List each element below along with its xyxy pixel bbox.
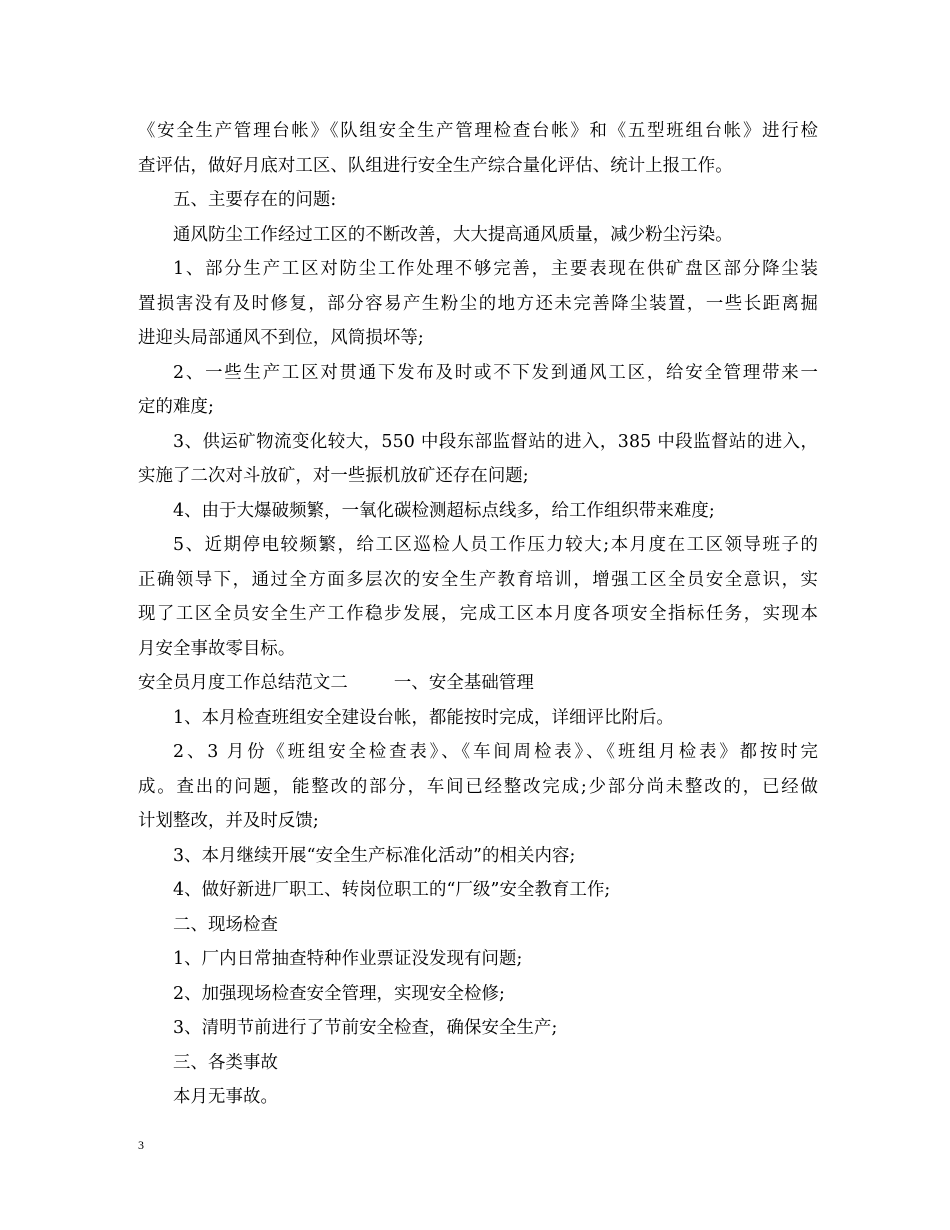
text-line: 1、厂内日常抽查特种作业票证没发现有问题; bbox=[173, 949, 523, 969]
text-line: 计划整改，并及时反馈; bbox=[138, 811, 319, 831]
document-body bbox=[138, 114, 818, 1115]
text-line: 1、本月检查班组安全建设台帐，都能按时完成，详细评比附后。 bbox=[173, 707, 674, 728]
section-title: 安全员月度工作总结范文二 bbox=[138, 673, 348, 693]
text-line: 通风防尘工作经过工区的不断改善，大大提高通风质量，减少粉尘污染。 bbox=[173, 224, 733, 245]
text-line: 3、供运矿物流变化较大，550 中段东部监督站的进入，385 中段监督站的进入， bbox=[173, 431, 818, 452]
text-line: 《安全生产管理台帐》《队组安全生产管理检查台帐》和《五型班组台帐》进行检 bbox=[138, 121, 818, 141]
text-line: 2、一些生产工区对贯通下发布及时或不下发到通风工区，给安全管理带来一 bbox=[173, 362, 818, 383]
section-heading-line bbox=[138, 666, 818, 701]
section-subtitle: 一、安全基础管理 bbox=[393, 673, 534, 693]
text-line: 定的难度; bbox=[138, 397, 214, 417]
text-line: 五、主要存在的问题: bbox=[173, 190, 337, 210]
text-line: 2、加强现场检查安全管理，实现安全检修; bbox=[173, 983, 505, 1004]
text-line: 三、各类事故 bbox=[173, 1052, 278, 1073]
text-line: 查评估，做好月底对工区、队组进行安全生产综合量化评估、统计上报工作。 bbox=[138, 155, 733, 176]
text-line: 3、本月继续开展“安全生产标准化活动”的相关内容; bbox=[173, 845, 576, 866]
page-number: 3 bbox=[138, 1138, 144, 1152]
text-line: 月安全事故零目标。 bbox=[138, 638, 296, 659]
text-line: 1、部分生产工区对防尘工作处理不够完善，主要表现在供矿盘区部分降尘装 bbox=[173, 259, 818, 279]
text-line: 本月无事故。 bbox=[173, 1087, 278, 1107]
text-line: 实施了二次对斗放矿，对一些振机放矿还存在问题; bbox=[138, 466, 529, 486]
text-line: 4、由于大爆破频繁，一氧化碳检测超标点线多，给工作组织带来难度; bbox=[173, 500, 715, 521]
text-line: 二、现场检查 bbox=[173, 914, 278, 935]
paragraph-block-1 bbox=[138, 114, 818, 666]
text-line: 5、近期停电较频繁，给工区巡检人员工作压力较大;本月度在工区领导班子的 bbox=[173, 535, 818, 555]
text-line: 4、做好新进厂职工、转岗位职工的“厂级”安全教育工作; bbox=[173, 880, 611, 900]
text-line: 3、清明节前进行了节前安全检查，确保安全生产; bbox=[173, 1018, 558, 1038]
text-line: 现了工区全员安全生产工作稳步发展，完成工区本月度各项安全指标任务，实现本 bbox=[138, 604, 818, 624]
text-line: 2、3 月份《班组安全检查表》、《车间周检表》、《班组月检表》都按时完 bbox=[173, 742, 818, 762]
text-line: 成。查出的问题，能整改的部分，车间已经整改完成;少部分尚未整改的，已经做 bbox=[138, 776, 818, 797]
text-line: 正确领导下，通过全方面多层次的安全生产教育培训，增强工区全员安全意识，实 bbox=[138, 569, 818, 590]
text-line: 进迎头局部通风不到位，风筒损坏等; bbox=[138, 328, 424, 348]
paragraph-block-2 bbox=[138, 701, 818, 1115]
text-line: 置损害没有及时修复，部分容易产生粉尘的地方还未完善降尘装置，一些长距离掘 bbox=[138, 293, 818, 314]
